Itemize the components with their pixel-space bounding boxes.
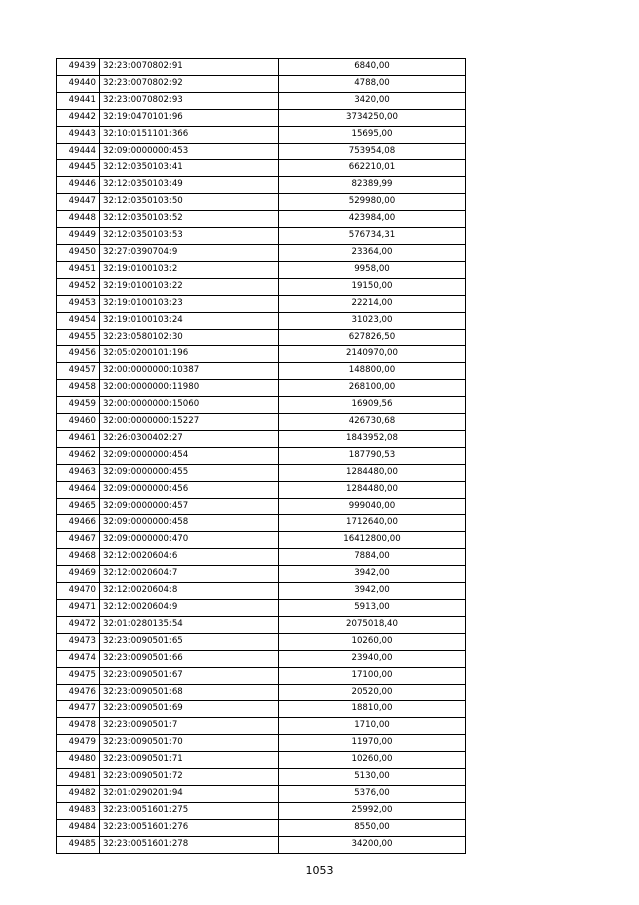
table-row	[57, 667, 466, 684]
cadastral-number-cell: 32:09:0000000:453	[100, 143, 279, 160]
cadastral-value-table	[56, 58, 466, 854]
row-number-cell: 49471	[57, 600, 100, 617]
value-cell: 1843952,08	[279, 430, 466, 447]
value-cell: 8550,00	[279, 819, 466, 836]
row-number-cell: 49457	[57, 363, 100, 380]
row-number-cell: 49465	[57, 498, 100, 515]
value-cell: 3942,00	[279, 566, 466, 583]
cadastral-number-cell: 32:19:0100103:22	[100, 278, 279, 295]
cadastral-number-cell: 32:23:0051601:276	[100, 819, 279, 836]
table-row	[57, 430, 466, 447]
row-number-cell: 49462	[57, 447, 100, 464]
value-cell: 1284480,00	[279, 464, 466, 481]
cadastral-number-cell: 32:09:0000000:456	[100, 481, 279, 498]
table-row	[57, 346, 466, 363]
cadastral-number-cell: 32:01:0290201:94	[100, 785, 279, 802]
value-cell: 187790,53	[279, 447, 466, 464]
row-number-cell: 49480	[57, 752, 100, 769]
value-cell: 20520,00	[279, 684, 466, 701]
row-number-cell: 49466	[57, 515, 100, 532]
cadastral-number-cell: 32:23:0090501:72	[100, 769, 279, 786]
table-row	[57, 785, 466, 802]
table-row	[57, 481, 466, 498]
table-row	[57, 600, 466, 617]
cadastral-number-cell: 32:12:0350103:41	[100, 160, 279, 177]
value-cell: 31023,00	[279, 312, 466, 329]
value-cell: 1710,00	[279, 718, 466, 735]
table-row	[57, 819, 466, 836]
cadastral-number-cell: 32:12:0020604:6	[100, 549, 279, 566]
cadastral-number-cell: 32:23:0090501:68	[100, 684, 279, 701]
value-cell: 999040,00	[279, 498, 466, 515]
value-cell: 5130,00	[279, 769, 466, 786]
cadastral-number-cell: 32:23:0090501:70	[100, 735, 279, 752]
row-number-cell: 49482	[57, 785, 100, 802]
table-row	[57, 650, 466, 667]
table-row	[57, 126, 466, 143]
cadastral-number-cell: 32:09:0000000:458	[100, 515, 279, 532]
row-number-cell: 49439	[57, 59, 100, 76]
value-cell: 15695,00	[279, 126, 466, 143]
row-number-cell: 49452	[57, 278, 100, 295]
value-cell: 529980,00	[279, 194, 466, 211]
value-cell: 25992,00	[279, 802, 466, 819]
cadastral-number-cell: 32:00:0000000:15060	[100, 397, 279, 414]
table-row	[57, 735, 466, 752]
row-number-cell: 49485	[57, 836, 100, 853]
value-cell: 753954,08	[279, 143, 466, 160]
value-cell: 3942,00	[279, 583, 466, 600]
table-row	[57, 177, 466, 194]
value-cell: 10260,00	[279, 752, 466, 769]
cadastral-number-cell: 32:23:0090501:66	[100, 650, 279, 667]
value-cell: 148800,00	[279, 363, 466, 380]
cadastral-number-cell: 32:19:0100103:23	[100, 295, 279, 312]
cadastral-number-cell: 32:09:0000000:454	[100, 447, 279, 464]
table-row	[57, 228, 466, 245]
row-number-cell: 49475	[57, 667, 100, 684]
value-cell: 576734,31	[279, 228, 466, 245]
value-cell: 662210,01	[279, 160, 466, 177]
table-row	[57, 616, 466, 633]
cadastral-number-cell: 32:10:0151101:366	[100, 126, 279, 143]
table-row	[57, 532, 466, 549]
table-row	[57, 633, 466, 650]
cadastral-number-cell: 32:12:0020604:8	[100, 583, 279, 600]
value-cell: 7884,00	[279, 549, 466, 566]
row-number-cell: 49447	[57, 194, 100, 211]
row-number-cell: 49451	[57, 261, 100, 278]
table-row	[57, 464, 466, 481]
cadastral-number-cell: 32:00:0000000:15227	[100, 414, 279, 431]
row-number-cell: 49450	[57, 244, 100, 261]
value-cell: 1712640,00	[279, 515, 466, 532]
table-row	[57, 498, 466, 515]
row-number-cell: 49476	[57, 684, 100, 701]
table-row	[57, 684, 466, 701]
cadastral-number-cell: 32:23:0051601:275	[100, 802, 279, 819]
table-row	[57, 515, 466, 532]
cadastral-number-cell: 32:23:0090501:65	[100, 633, 279, 650]
cadastral-number-cell: 32:12:0350103:49	[100, 177, 279, 194]
cadastral-number-cell: 32:23:0051601:278	[100, 836, 279, 853]
row-number-cell: 49460	[57, 414, 100, 431]
cadastral-number-cell: 32:23:0070802:91	[100, 59, 279, 76]
table-row	[57, 160, 466, 177]
cadastral-number-cell: 32:26:0300402:27	[100, 430, 279, 447]
table-row	[57, 211, 466, 228]
table-row	[57, 836, 466, 853]
cadastral-number-cell: 32:19:0100103:24	[100, 312, 279, 329]
row-number-cell: 49458	[57, 380, 100, 397]
row-number-cell: 49446	[57, 177, 100, 194]
table-row	[57, 278, 466, 295]
row-number-cell: 49441	[57, 92, 100, 109]
cadastral-number-cell: 32:27:0390704:9	[100, 244, 279, 261]
row-number-cell: 49470	[57, 583, 100, 600]
cadastral-number-cell: 32:12:0020604:9	[100, 600, 279, 617]
value-cell: 9958,00	[279, 261, 466, 278]
row-number-cell: 49444	[57, 143, 100, 160]
table-row	[57, 769, 466, 786]
cadastral-number-cell: 32:12:0350103:50	[100, 194, 279, 211]
value-cell: 2140970,00	[279, 346, 466, 363]
cadastral-number-cell: 32:00:0000000:10387	[100, 363, 279, 380]
cadastral-number-cell: 32:19:0100103:2	[100, 261, 279, 278]
table-row	[57, 752, 466, 769]
row-number-cell: 49449	[57, 228, 100, 245]
cadastral-number-cell: 32:23:0580102:30	[100, 329, 279, 346]
cadastral-number-cell: 32:05:0200101:196	[100, 346, 279, 363]
cadastral-number-cell: 32:01:0280135:54	[100, 616, 279, 633]
row-number-cell: 49469	[57, 566, 100, 583]
row-number-cell: 49468	[57, 549, 100, 566]
table-row	[57, 718, 466, 735]
row-number-cell: 49478	[57, 718, 100, 735]
row-number-cell: 49445	[57, 160, 100, 177]
row-number-cell: 49456	[57, 346, 100, 363]
value-cell: 22214,00	[279, 295, 466, 312]
table-row	[57, 701, 466, 718]
row-number-cell: 49474	[57, 650, 100, 667]
row-number-cell: 49484	[57, 819, 100, 836]
value-cell: 34200,00	[279, 836, 466, 853]
cadastral-number-cell: 32:23:0090501:71	[100, 752, 279, 769]
table-row	[57, 143, 466, 160]
value-cell: 18810,00	[279, 701, 466, 718]
value-cell: 11970,00	[279, 735, 466, 752]
row-number-cell: 49483	[57, 802, 100, 819]
row-number-cell: 49464	[57, 481, 100, 498]
value-cell: 1284480,00	[279, 481, 466, 498]
table-row	[57, 414, 466, 431]
table-row	[57, 363, 466, 380]
value-cell: 3734250,00	[279, 109, 466, 126]
cadastral-number-cell: 32:09:0000000:455	[100, 464, 279, 481]
cadastral-number-cell: 32:09:0000000:457	[100, 498, 279, 515]
table-row	[57, 329, 466, 346]
row-number-cell: 49479	[57, 735, 100, 752]
row-number-cell: 49442	[57, 109, 100, 126]
cadastral-number-cell: 32:09:0000000:470	[100, 532, 279, 549]
cadastral-number-cell: 32:23:0070802:92	[100, 75, 279, 92]
value-cell: 23364,00	[279, 244, 466, 261]
value-cell: 10260,00	[279, 633, 466, 650]
row-number-cell: 49461	[57, 430, 100, 447]
cadastral-number-cell: 32:00:0000000:11980	[100, 380, 279, 397]
value-cell: 426730,68	[279, 414, 466, 431]
value-cell: 16909,56	[279, 397, 466, 414]
table-body	[57, 59, 466, 854]
table-row	[57, 312, 466, 329]
cadastral-number-cell: 32:12:0350103:53	[100, 228, 279, 245]
row-number-cell: 49467	[57, 532, 100, 549]
cadastral-number-cell: 32:23:0090501:7	[100, 718, 279, 735]
value-cell: 6840,00	[279, 59, 466, 76]
table-row	[57, 92, 466, 109]
table-row	[57, 75, 466, 92]
value-cell: 17100,00	[279, 667, 466, 684]
row-number-cell: 49463	[57, 464, 100, 481]
row-number-cell: 49473	[57, 633, 100, 650]
row-number-cell: 49454	[57, 312, 100, 329]
table-row	[57, 549, 466, 566]
table-row	[57, 194, 466, 211]
row-number-cell: 49448	[57, 211, 100, 228]
value-cell: 627826,50	[279, 329, 466, 346]
cadastral-number-cell: 32:12:0020604:7	[100, 566, 279, 583]
value-cell: 82389,99	[279, 177, 466, 194]
value-cell: 2075018,40	[279, 616, 466, 633]
value-cell: 4788,00	[279, 75, 466, 92]
table-row	[57, 447, 466, 464]
table-row	[57, 244, 466, 261]
row-number-cell: 49459	[57, 397, 100, 414]
value-cell: 5913,00	[279, 600, 466, 617]
cadastral-number-cell: 32:23:0090501:69	[100, 701, 279, 718]
table-row	[57, 109, 466, 126]
page-number: 1053	[305, 864, 334, 877]
cadastral-number-cell: 32:19:0470101:96	[100, 109, 279, 126]
cadastral-number-cell: 32:23:0090501:67	[100, 667, 279, 684]
table-row	[57, 380, 466, 397]
row-number-cell: 49440	[57, 75, 100, 92]
value-cell: 423984,00	[279, 211, 466, 228]
table-row	[57, 583, 466, 600]
table-row	[57, 566, 466, 583]
value-cell: 23940,00	[279, 650, 466, 667]
row-number-cell: 49453	[57, 295, 100, 312]
cadastral-number-cell: 32:12:0350103:52	[100, 211, 279, 228]
table-row	[57, 59, 466, 76]
row-number-cell: 49443	[57, 126, 100, 143]
table-row	[57, 397, 466, 414]
table-row	[57, 802, 466, 819]
row-number-cell: 49481	[57, 769, 100, 786]
table-row	[57, 261, 466, 278]
value-cell: 16412800,00	[279, 532, 466, 549]
value-cell: 268100,00	[279, 380, 466, 397]
row-number-cell: 49472	[57, 616, 100, 633]
value-cell: 5376,00	[279, 785, 466, 802]
value-cell: 3420,00	[279, 92, 466, 109]
table-row	[57, 295, 466, 312]
row-number-cell: 49455	[57, 329, 100, 346]
cadastral-number-cell: 32:23:0070802:93	[100, 92, 279, 109]
value-cell: 19150,00	[279, 278, 466, 295]
row-number-cell: 49477	[57, 701, 100, 718]
